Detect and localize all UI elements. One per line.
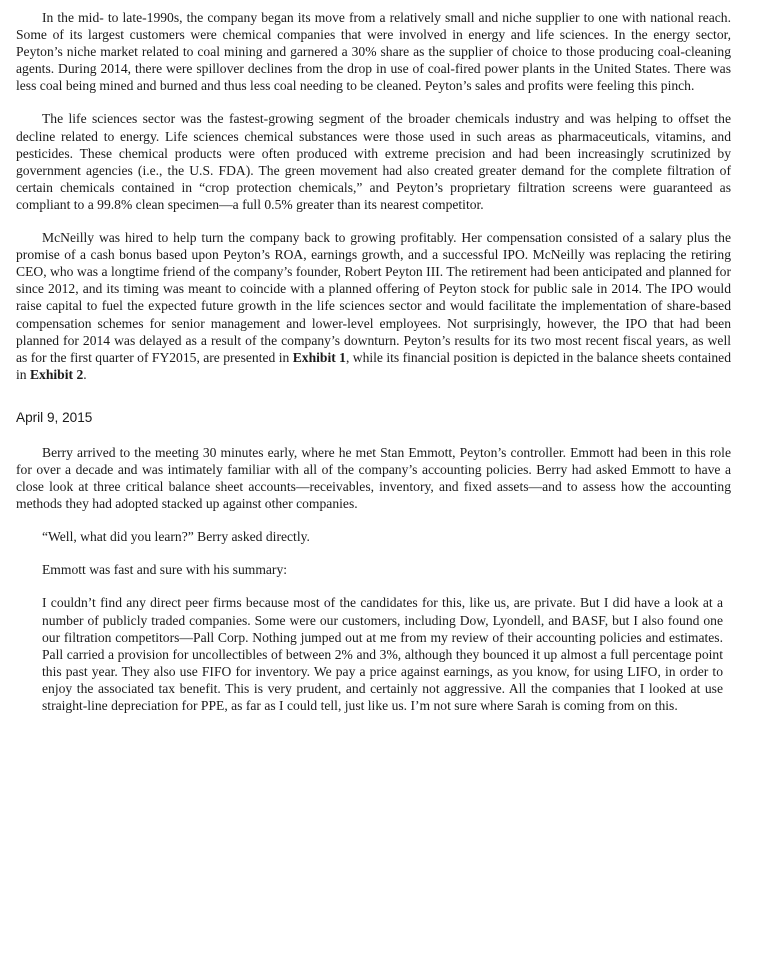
exhibit-2-reference: Exhibit 2 xyxy=(29,366,84,382)
paragraph-text: . xyxy=(83,366,87,382)
document-page xyxy=(16,9,731,714)
paragraph-life-sciences: The life sciences sector was the fastest-growing segment of the broader chemicals industry and was helping to offset the decline related to energy. Life sciences chemical substances were those used in such areas as pharmaceuticals, vitamins, and pesticides. These chemical products were often produced with extreme precision and had been increasingly scrutinized by government agencies (i.e., the U.S. FDA). The green movement had also created greater demand for the complete filtration of certain chemicals contained in “crop protection chemicals,” and Peyton’s proprietary filtration screens were guaranteed as compliant to a 99.8% clean specimen—a full 0.5% greater than its nearest competitor. xyxy=(16,111,731,212)
paragraph-text: , while its financial position is depicted in the balance sheets contained in xyxy=(16,349,732,382)
paragraph-company-history: In the mid- to late-1990s, the company began its move from a relatively small and niche supplier to one with national reach. Some of its largest customers were chemical companies that were involved in energy and life sciences. In the energy sector, Peyton’s niche market related to coal mining and garnered a 30% share as the supplier of choice to those producing coal-cleaning agents. During 2014, there were spillover declines from the drop in use of coal-fired power plants in the United States. There was less coal being mined and burned and thus less coal needing to be cleaned. Peyton’s sales and profits were feeling this pinch. xyxy=(16,10,731,94)
block-quote-emmott: I couldn’t find any direct peer firms because most of the candidates for this, like us, are private. But I did have a look at a number of publicly traded companies. Some were our customers, including Dow, Lyondell, and BASF, but I also found one our filtration competitors—Pall Corp. Nothing jumped out at me from my review of their accounting policies and estimates. Pall carried a provision for uncollectibles of between 2% and 3%, although they bounced it up almost a full percentage point this past year. They also use FIFO for inventory. We pay a price against earnings, as you know, for using LIFO, in order to enjoy the associated tax benefit. This is very prudent, and certainly not aggressive. All the companies that I looked at use straight-line depreciation for PPE, as far as I could tell, just like us. I’m not sure where Sarah is coming from on this. xyxy=(42,595,723,713)
date-heading: April 9, 2015 xyxy=(16,409,93,425)
paragraph-text: McNeilly was hired to help turn the company back to growing profitably. Her compensation consisted of a salary plus the promise of a cash bonus based upon Peyton’s ROA, earnings growth, and a successful IPO. McNeilly was replacing the retiring CEO, who was a longtime friend of the company’s founder, Robert Peyton III. The retirement had been anticipated and planned for since 2012, and its timing was meant to coincide with a planned offering of Peyton stock for public sale in 2014. The IPO would raise capital to fuel the expected future growth in the life sciences sector and would facilitate the implementation of share-based compensation schemes for senior management and lower-level employees. Not surprisingly, however, the IPO that had been planned for 2014 was delayed as a result of the company’s downturn. Peyton’s results for its two most recent fiscal years, as well as for the first quarter of FY2015, are presented in xyxy=(16,230,731,365)
paragraph-berry-question: “Well, what did you learn?” Berry asked directly. xyxy=(42,529,310,545)
paragraph-emmott-summary-intro: Emmott was fast and sure with his summary: xyxy=(42,562,288,578)
paragraph-meeting: Berry arrived to the meeting 30 minutes early, where he met Stan Emmott, Peyton’s controller. Emmott had been in this role for over a decade and was intimately familiar with all of the company’s accounting policies. Berry had asked Emmott to have a close look at three critical balance sheet accounts—receivables, inventory, and fixed assets—and to assess how the accounting methods they had adopted stacked up against other companies. xyxy=(16,444,731,512)
exhibit-1-reference: Exhibit 1 xyxy=(292,349,346,365)
paragraph-mcneilly-hire xyxy=(16,229,731,383)
